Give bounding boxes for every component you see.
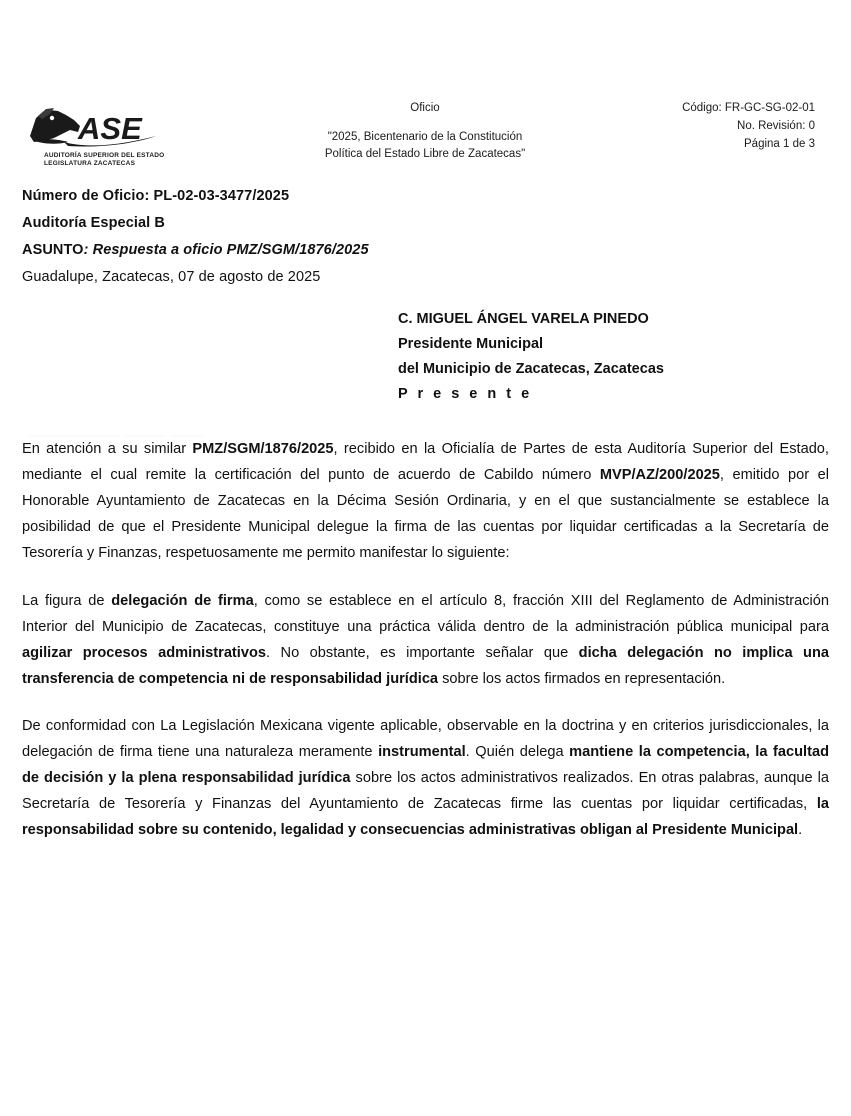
p3-bold1: instrumental <box>378 744 466 761</box>
p2-bold3: dicha delegación no implica una transferencia de competencia ni de responsabilidad jurídica <box>22 644 829 687</box>
document-header <box>0 92 851 178</box>
p3-seg2: . Quién delega <box>465 744 570 761</box>
ase-logo-caption <box>22 152 182 168</box>
asunto-line <box>22 242 851 258</box>
p2-bold1: delegación de firma <box>111 592 254 609</box>
addressee-entity: del Municipio de Zacatecas, Zacatecas <box>398 360 664 377</box>
auditoria-area: Auditoría Especial B <box>22 215 166 231</box>
header-pagina: Página 1 de 3 <box>744 137 815 150</box>
p2-seg1: La figura de <box>22 592 112 609</box>
ase-logo-caption-line1: AUDITORÍA SUPERIOR DEL ESTADO <box>44 152 165 159</box>
p2-seg2: , como se establece en el artículo 8, fracción XIII del Reglamento de Administración Interior del Municipio de Zacatecas, constituye una práctica válida dentro de la administración pública municipal para <box>22 592 829 635</box>
asunto-label: ASUNTO <box>22 242 84 258</box>
header-revision: No. Revisión: 0 <box>737 119 815 132</box>
p3-bold3: la responsabilidad sobre su contenido, legalidad y consecuencias administrativas obligan al Presidente Municipal <box>22 796 829 839</box>
asunto-value: : Respuesta a oficio PMZ/SGM/1876/2025 <box>83 242 369 258</box>
addressee-block <box>398 307 851 407</box>
p3-seg3: sobre los actos administrativos realizados. En otras palabras, aunque la Secretaría de Tesorería y Finanzas del Ayuntamiento de Zacatecas firme las cuentas por liquidar certificadas, <box>22 770 830 813</box>
slogan-line1: "2025, Bicentenario de la Constitución <box>327 131 523 144</box>
p1-seg1: En atención a su similar <box>22 440 193 457</box>
p2-seg3: . No obstante, es importante señalar que <box>266 644 579 661</box>
addressee-title: Presidente Municipal <box>398 335 544 352</box>
document-meta <box>22 188 851 285</box>
header-codigo: Código: FR-GC-SG-02-01 <box>682 102 815 114</box>
p1-bold1: PMZ/SGM/1876/2025 <box>192 440 334 457</box>
slogan-line2: Política del Estado Libre de Zacatecas" <box>324 147 526 160</box>
ase-logo-caption-line2: LEGISLATURA ZACATECAS <box>44 160 136 168</box>
p3-seg1: De conformidad con La Legislación Mexicana vigente aplicable, observable en la doctrina y en criterios jurisdiccionales, la delegación de firma tiene una naturaleza meramente <box>22 718 829 761</box>
oficio-label: Oficio <box>410 102 440 114</box>
numero-oficio: Número de Oficio: PL-02-03-3477/2025 <box>22 188 290 204</box>
scan-ghost-text <box>30 422 204 437</box>
header-right-block <box>682 100 815 153</box>
p2-bold2: agilizar procesos administrativos <box>22 644 266 661</box>
ase-logo-icon <box>22 106 182 154</box>
header-center-block <box>280 100 570 163</box>
p2-seg4: sobre los actos firmados en representación. <box>438 670 726 687</box>
addressee-presente: P r e s e n t e <box>398 385 533 402</box>
lugar-fecha: Guadalupe, Zacatecas, 07 de agosto de 2025 <box>22 269 321 285</box>
ase-logo <box>22 106 182 168</box>
svg-text:ASE: ASE <box>78 111 142 146</box>
document-body <box>22 437 829 845</box>
document-page <box>0 92 851 1116</box>
body-paragraph-3 <box>22 714 829 844</box>
p3-seg4: . <box>798 822 803 839</box>
body-paragraph-2 <box>22 589 829 693</box>
p3-bold2: mantiene la competencia, la facultad de decisión y la plena responsabilidad jurídica <box>22 744 829 787</box>
body-paragraph-1 <box>22 437 829 567</box>
addressee-name: C. MIGUEL ÁNGEL VARELA PINEDO <box>398 311 649 327</box>
p1-seg2: , recibido en la Oficialía de Partes de esta Auditoría Superior del Estado, mediante el cual remite la certificación del punto de acuerdo de Cabildo número <box>22 440 829 483</box>
p1-bold2: MVP/AZ/200/2025 <box>599 466 720 483</box>
p1-seg3: , emitido por el Honorable Ayuntamiento de Zacatecas en la Décima Sesión Ordinaria, y en el que sustancialmente se establece la posibilidad de que el Presidente Municipal delegue la firma de las cuentas por liquidar certificadas a la Secretaría de Tesorería y Finanzas, respetuosamente me permito manifestar lo siguiente: <box>22 466 829 561</box>
